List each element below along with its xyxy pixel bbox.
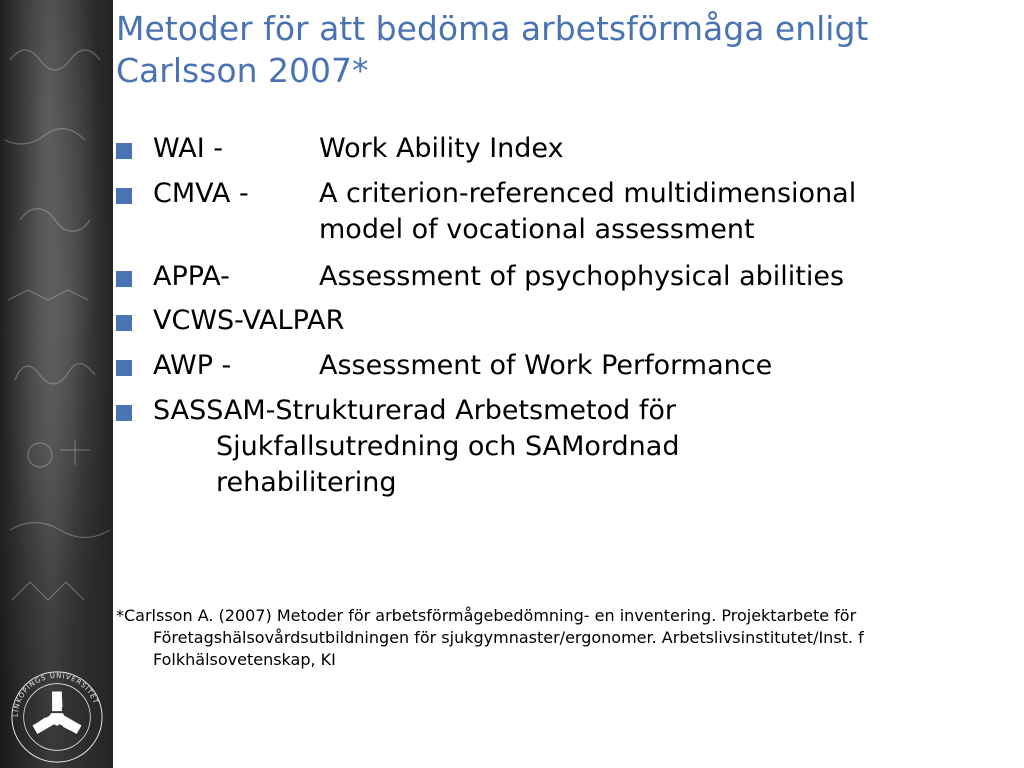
item-abbreviation: CMVA - — [153, 178, 249, 209]
footnote-line-1: *Carlsson A. (2007) Metoder för arbetsförmågebedömning- en inventering. Projektarbete för — [116, 606, 857, 625]
item-abbreviation: WAI - — [153, 133, 223, 164]
citation-footnote — [116, 605, 1011, 671]
item-text: SASSAM-Strukturerad Arbetsmetod för — [153, 395, 676, 426]
bullet-square-icon — [116, 271, 132, 287]
bullet-square-icon — [116, 143, 132, 159]
list-item-vcws-valpar — [116, 303, 345, 339]
list-item-cmva — [116, 176, 856, 248]
item-abbreviation: AWP - — [153, 350, 232, 381]
bullet-square-icon — [116, 405, 132, 421]
footnote-line-2: Företagshälsovårdsutbildningen för sjukgymnaster/ergonomer. Arbetslivsinstitutet/Inst. f — [153, 628, 864, 647]
bullet-square-icon — [116, 360, 132, 376]
slide-title-line-2: Carlsson 2007* — [116, 51, 369, 90]
item-description-continued: model of vocational assessment — [319, 214, 755, 245]
bullet-square-icon — [116, 315, 132, 331]
list-item-sassam — [116, 393, 679, 501]
item-text-continued: Sjukfallsutredning och SAMordnad — [216, 431, 680, 462]
item-description: Assessment of psychophysical abilities — [319, 261, 845, 292]
item-text-continued: rehabilitering — [216, 467, 397, 498]
linkopings-universitet-logo — [8, 668, 106, 766]
list-item-appa — [116, 259, 844, 295]
list-item-wai — [116, 131, 564, 167]
bullet-square-icon — [116, 188, 132, 204]
item-description: Assessment of Work Performance — [319, 350, 773, 381]
item-abbreviation: APPA- — [153, 261, 230, 292]
item-description: Work Ability Index — [319, 133, 564, 164]
decorative-sidebar — [0, 0, 113, 768]
handwriting-texture — [0, 0, 113, 640]
slide-title — [116, 8, 1006, 92]
slide-title-line-1: Metoder för att bedöma arbetsförmåga enligt — [116, 9, 869, 48]
list-item-awp — [116, 348, 772, 384]
footnote-line-3: Folkhälsovetenskap, KI — [153, 650, 336, 669]
item-description: A criterion-referenced multidimensional — [319, 178, 857, 209]
svg-text:LINKÖPINGS UNIVERSITET: LINKÖPINGS UNIVERSITET — [11, 671, 100, 718]
item-abbreviation: VCWS-VALPAR — [153, 305, 345, 336]
